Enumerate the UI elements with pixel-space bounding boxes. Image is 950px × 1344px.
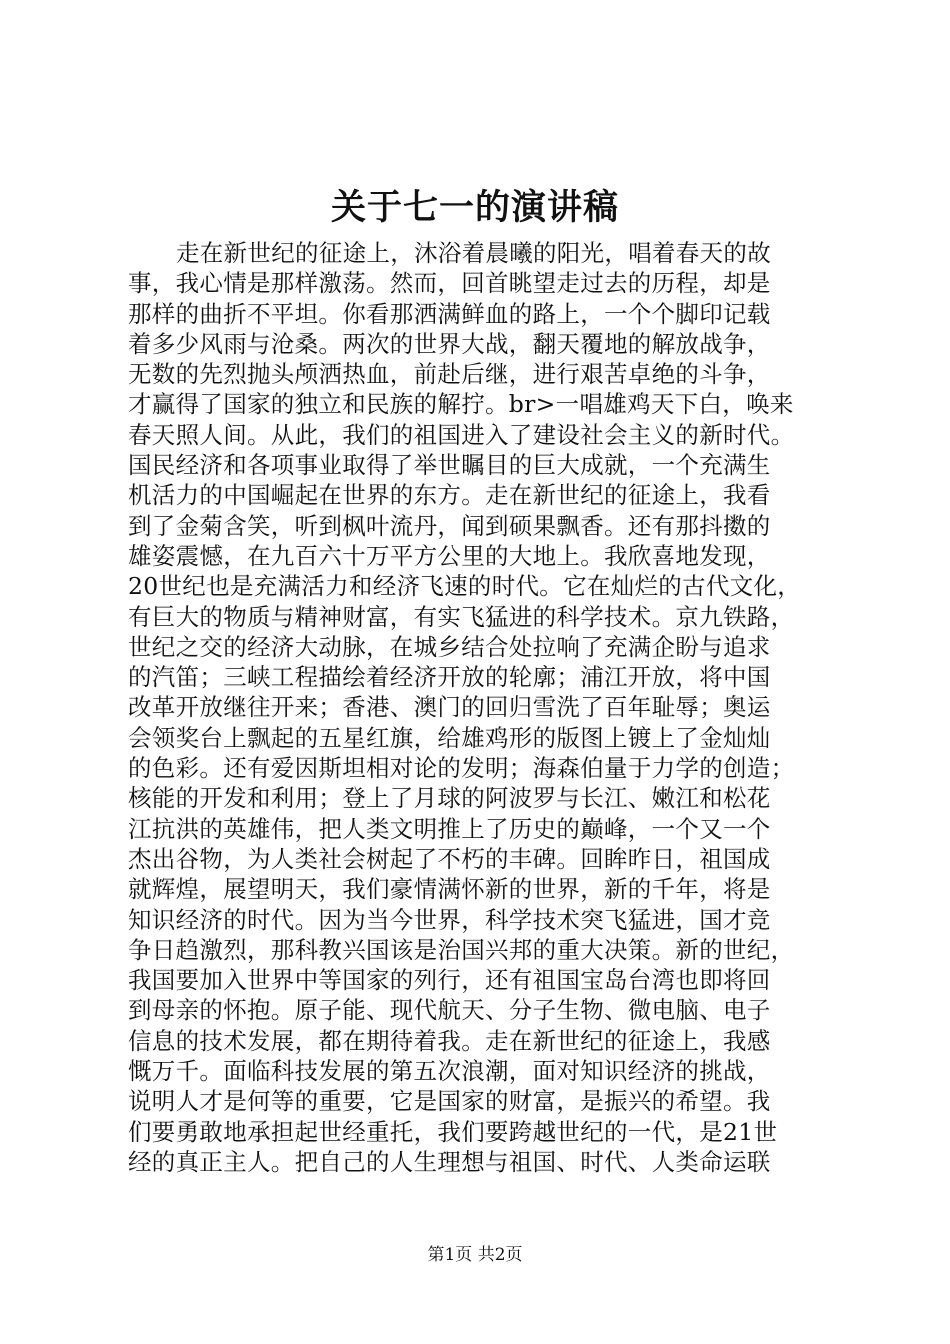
body-line: 就辉煌，展望明天，我们豪情满怀新的世界，新的千年，将是 [128, 875, 771, 904]
body-line: 20世纪也是充满活力和经济飞速的时代。它在灿烂的古代文化， [128, 572, 802, 601]
body-line: 到了金菊含笑，听到枫叶流丹，闻到硕果飘香。还有那抖擞的 [128, 511, 771, 540]
body-line: 雄姿震憾，在九百六十万平方公里的大地上。我欣喜地发现， [128, 541, 771, 570]
body-line: 着多少风雨与沧桑。两次的世界大战，翻天覆地的解放战争， [128, 329, 771, 358]
body-line: 慨万千。面临科技发展的第五次浪潮，面对知识经济的挑战， [128, 1057, 771, 1086]
body-line: 到母亲的怀抱。原子能、现代航天、分子生物、微电脑、电子 [128, 996, 771, 1025]
page-title: 关于七一的演讲稿 [330, 187, 619, 228]
body-line: 的汽笛；三峡工程描绘着经济开放的轮廓；浦江开放，将中国 [128, 663, 771, 692]
body-line: 改革开放继往开来；香港、澳门的回归雪洗了百年耻辱；奥运 [128, 693, 771, 722]
body-line: 信息的技术发展，都在期待着我。走在新世纪的征途上，我感 [128, 1026, 771, 1055]
speech-body [128, 238, 854, 1177]
body-line: 春天照人间。从此，我们的祖国进入了建设社会主义的新时代。 [128, 420, 795, 449]
body-line: 经的真正主人。把自己的人生理想与祖国、时代、人类命运联 [128, 1147, 771, 1176]
body-line: 核能的开发和利用；登上了月球的阿波罗与长江、嫩江和松花 [128, 784, 771, 813]
body-line: 走在新世纪的征途上，沐浴着晨曦的阳光，唱着春天的故 [176, 239, 771, 267]
body-line: 那样的曲折不平坦。你看那洒满鲜血的路上，一个个脚印记载 [128, 299, 771, 328]
body-line: 说明人才是何等的重要，它是国家的财富，是振兴的希望。我 [128, 1087, 771, 1116]
body-line: 我国要加入世界中等国家的列行，还有祖国宝岛台湾也即将回 [128, 966, 771, 995]
body-line: 会领奖台上飘起的五星红旗，给雄鸡形的版图上镀上了金灿灿 [128, 723, 771, 752]
body-line: 世纪之交的经济大动脉，在城乡结合处拉响了充满企盼与追求 [128, 632, 771, 661]
body-line: 国民经济和各项事业取得了举世瞩目的巨大成就，一个充满生 [128, 451, 771, 480]
body-line: 的色彩。还有爱因斯坦相对论的发明；海森伯量于力学的创造； [128, 754, 795, 783]
body-line: 无数的先烈抛头颅洒热血，前赴后继，进行艰苦卓绝的斗争， [128, 360, 771, 389]
body-line: 知识经济的时代。因为当今世界，科学技术突飞猛进，国才竞 [128, 905, 771, 934]
body-line: 争日趋激烈，那科教兴国该是治国兴邦的重大决策。新的世纪， [128, 935, 795, 964]
page-number-footer: 第1页 共2页 [427, 1245, 523, 1265]
body-line: 才赢得了国家的独立和民族的解拧。br>一唱雄鸡天下白，唤来 [128, 390, 794, 419]
body-line: 们要勇敢地承担起世经重托，我们要跨越世纪的一代，是21世 [128, 1117, 778, 1146]
body-line: 有巨大的物质与精神财富，有实飞猛进的科学技术。京九铁路， [128, 602, 795, 631]
body-line: 机活力的中国崛起在世界的东方。走在新世纪的征途上，我看 [128, 481, 771, 510]
body-line: 事，我心情是那样激荡。然而，回首眺望走过去的历程，却是 [128, 269, 771, 298]
body-line: 江抗洪的英雄伟，把人类文明推上了历史的巅峰，一个又一个 [128, 814, 771, 843]
body-line: 杰出谷物，为人类社会树起了不朽的丰碑。回眸昨日，祖国成 [128, 844, 771, 873]
